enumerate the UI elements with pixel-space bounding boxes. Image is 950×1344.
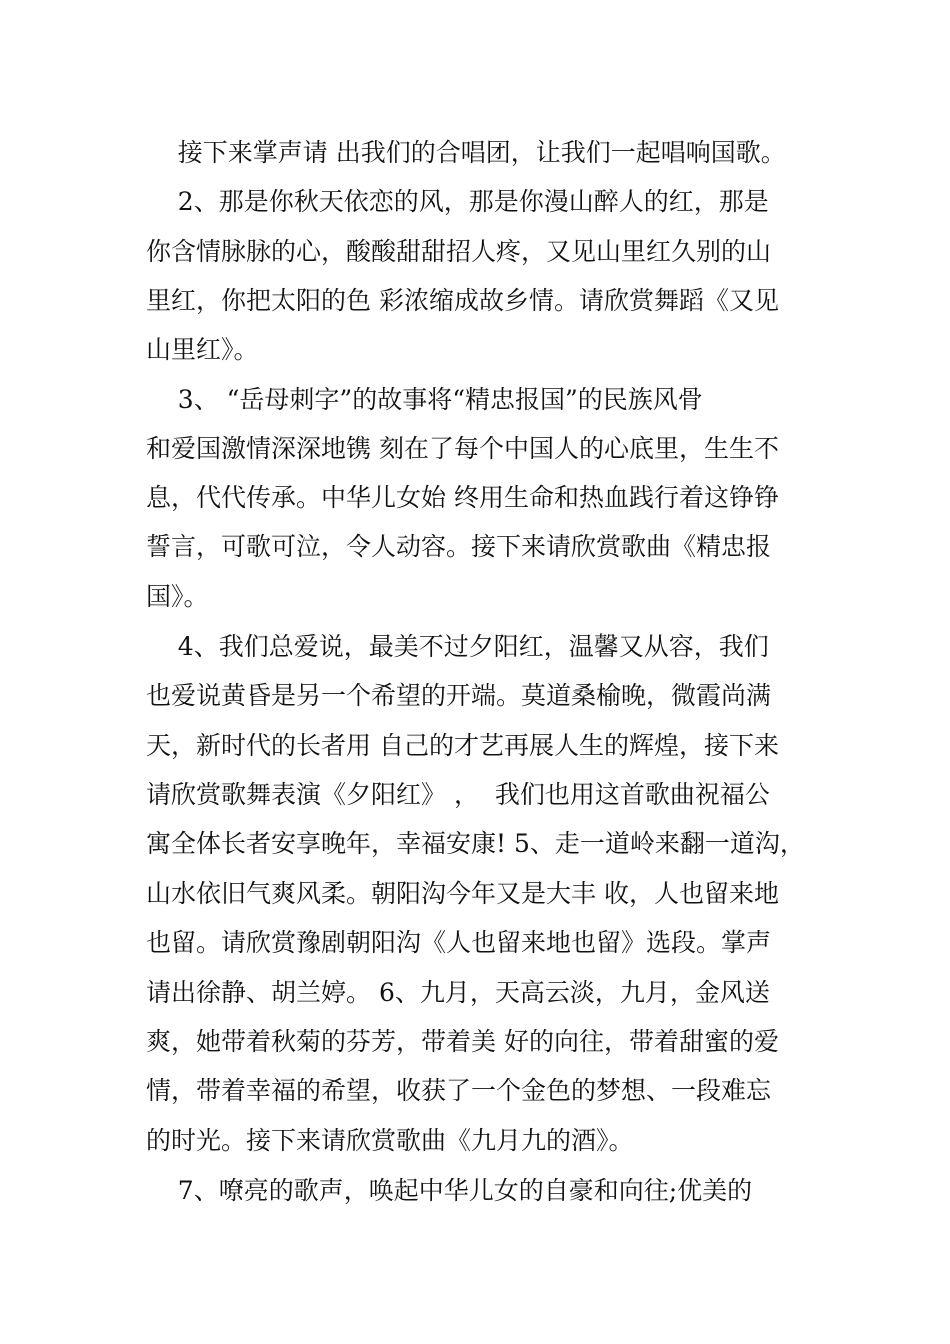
text-line: 也留。请欣赏豫剧朝阳沟《人也留来地也留》选段。掌声 <box>146 928 772 957</box>
text-line: 爽，她带着秋菊的芬芳，带着美 好的向往，带着甜蜜的爱 <box>146 1027 779 1056</box>
text-line: 情，带着幸福的希望，收获了一个金色的梦想、一段难忘 <box>146 1076 772 1105</box>
text-line: 国》。 <box>146 582 209 611</box>
text-line: 息，代代传承。中华儿女始 终用生命和热血践行着这铮铮 <box>146 483 779 512</box>
text-line: 2、那是你秋天依恋的风，那是你漫山醉人的红，那是 <box>146 187 769 216</box>
text-line: 山水依旧气爽风柔。朝阳沟今年又是大丰 收，人也留来地 <box>146 879 779 908</box>
text-line: 3、 “岳母刺字”的故事将“精忠报国”的民族风骨 <box>146 385 703 414</box>
text-line: 山里红》。 <box>146 335 259 364</box>
text-line: 4、我们总爱说，最美不过夕阳红，温馨又从容，我们 <box>146 632 769 661</box>
text-line: 里红，你把太阳的色 彩浓缩成故乡情。请欣赏舞蹈《又见 <box>146 286 779 315</box>
text-line: 请欣赏歌舞表演《夕阳红》 ， 我们也用这首歌曲祝福公 <box>146 780 770 809</box>
text-line: 誓言，可歌可泣，令人动容。接下来请欣赏歌曲《精忠报 <box>146 532 772 561</box>
text-line: 寓全体长者安享晚年，幸福安康! 5、走一道岭来翻一道沟， <box>146 829 805 858</box>
text-line: 天，新时代的长者用 自己的才艺再展人生的辉煌，接下来 <box>146 731 779 760</box>
text-line: 7、嘹亮的歌声，唤起中华儿女的自豪和向往;优美的 <box>146 1176 753 1205</box>
text-line: 接下来掌声请 出我们的合唱团，让我们一起唱响国歌。 <box>146 138 786 167</box>
text-line: 的时光。接下来请欣赏歌曲《九月九的酒》。 <box>146 1126 634 1155</box>
text-line: 你含情脉脉的心，酸酸甜甜招人疼，又见山里红久别的山 <box>146 237 772 266</box>
text-line: 也爱说黄昏是另一个希望的开端。莫道桑榆晚，微霞尚满 <box>146 681 772 710</box>
text-line: 请出徐静、胡兰婷。 6、九月，天高云淡，九月，金风送 <box>146 978 770 1007</box>
text-line: 和爱国激情深深地镌 刻在了每个中国人的心底里，生生不 <box>146 434 779 463</box>
